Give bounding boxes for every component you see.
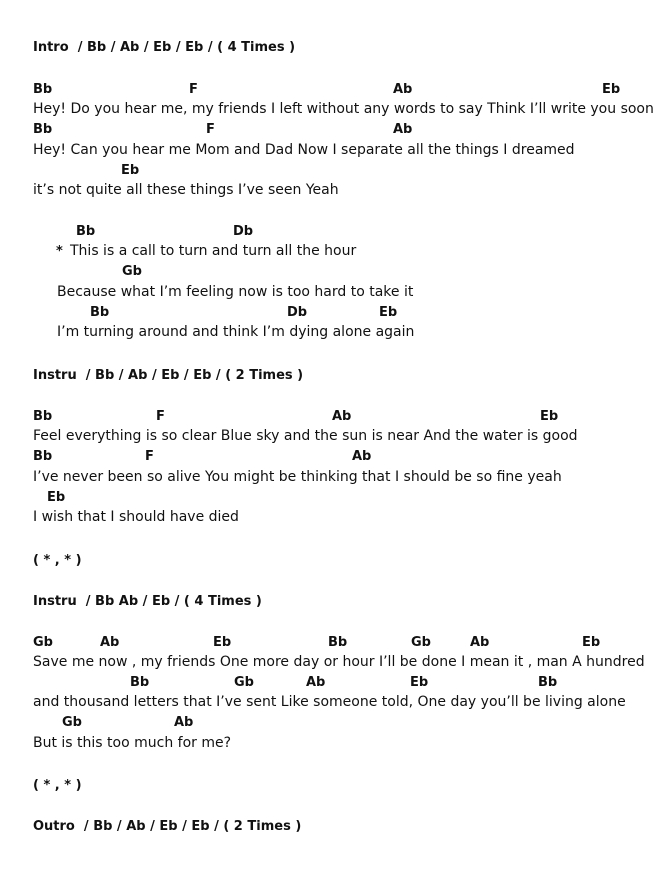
- chord: Bb: [130, 675, 150, 690]
- chord: Eb: [121, 163, 140, 178]
- chord: Ab: [393, 122, 413, 137]
- chord: Gb: [234, 675, 254, 690]
- chord: Bb: [328, 635, 348, 650]
- lyric-line: Hey! Can you hear me Mom and Dad Now I separate all the things I dreamed: [33, 142, 575, 158]
- repeat-marker: ( * , * ): [33, 553, 82, 568]
- lyric-line: But is this too much for me?: [33, 735, 232, 751]
- chord: Eb: [540, 409, 559, 424]
- chord: Eb: [213, 635, 232, 650]
- lyric-line: and thousand letters that I’ve sent Like someone told, One day you’ll be living alone: [33, 694, 626, 710]
- chord: Bb: [33, 409, 53, 424]
- chord: Ab: [332, 409, 352, 424]
- outro-line: Outro / Bb / Ab / Eb / Eb / ( 2 Times ): [33, 819, 302, 834]
- intro-line: Intro / Bb / Ab / Eb / Eb / ( 4 Times ): [33, 40, 296, 55]
- chord: Ab: [306, 675, 326, 690]
- chord: Eb: [47, 490, 66, 505]
- chord: F: [156, 409, 165, 424]
- chord: Ab: [393, 82, 413, 97]
- lyric-line: Feel everything is so clear Blue sky and the sun is near And the water is good: [33, 428, 578, 444]
- lyric-line: it’s not quite all these things I’ve seen Yeah: [33, 182, 339, 198]
- chord: Gb: [411, 635, 431, 650]
- chord: Gb: [33, 635, 53, 650]
- chord: Eb: [602, 82, 621, 97]
- chord: F: [206, 122, 215, 137]
- chord: Bb: [538, 675, 558, 690]
- chord: Db: [287, 305, 308, 320]
- chord: Ab: [470, 635, 490, 650]
- chord: Ab: [352, 449, 372, 464]
- chord: Gb: [122, 264, 142, 279]
- lyric-line: I’ve never been so alive You might be thinking that I should be so fine yeah: [33, 469, 562, 485]
- chord: Bb: [33, 449, 53, 464]
- chord: Bb: [76, 224, 96, 239]
- lyric-line: I’m turning around and think I’m dying alone again: [57, 324, 415, 340]
- instru-line: Instru / Bb Ab / Eb / ( 4 Times ): [33, 594, 262, 609]
- repeat-marker: ( * , * ): [33, 778, 82, 793]
- chord: Eb: [379, 305, 398, 320]
- chord: Bb: [33, 82, 53, 97]
- chord: Eb: [410, 675, 429, 690]
- chord: Eb: [582, 635, 601, 650]
- lyric-line: Save me now , my friends One more day or hour I’ll be done I mean it , man A hundred: [33, 654, 645, 670]
- chord: F: [189, 82, 198, 97]
- chord: Bb: [33, 122, 53, 137]
- lyric-line: Hey! Do you hear me, my friends I left without any words to say Think I’ll write you soon: [33, 101, 654, 117]
- lyric-line: Because what I’m feeling now is too hard to take it: [57, 284, 414, 300]
- chord: Ab: [174, 715, 194, 730]
- chord: Bb: [90, 305, 110, 320]
- chord: Gb: [62, 715, 82, 730]
- chord: Ab: [100, 635, 120, 650]
- instru-line: Instru / Bb / Ab / Eb / Eb / ( 2 Times ): [33, 368, 304, 383]
- lyric-line: I wish that I should have died: [33, 509, 239, 525]
- chord: Db: [233, 224, 254, 239]
- lyric-line: This is a call to turn and turn all the hour: [70, 243, 357, 259]
- chord: F: [145, 449, 154, 464]
- chorus-marker: *: [56, 244, 63, 259]
